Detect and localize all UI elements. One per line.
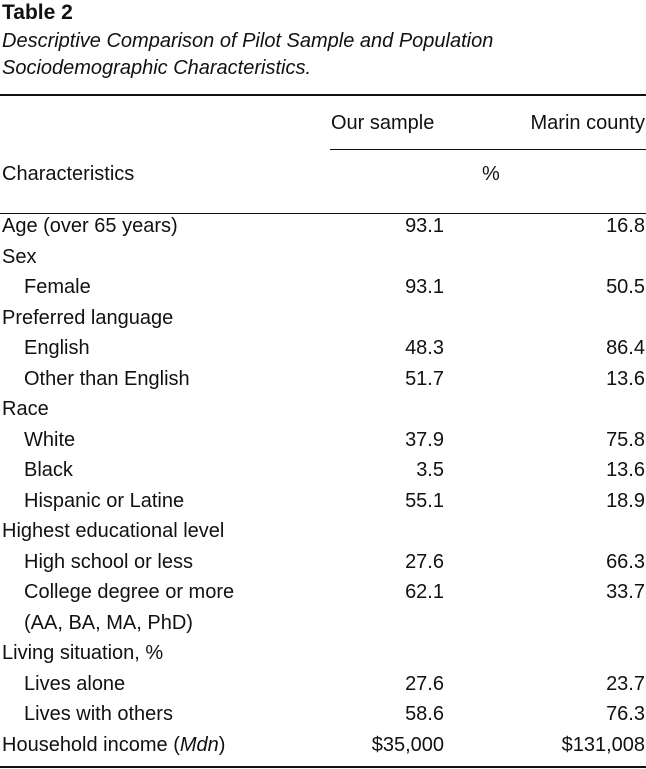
cell-our-sample: 27.6 — [405, 672, 444, 695]
table-title: Descriptive Comparison of Pilot Sample and Population Sociodemographic Characteristics. — [2, 30, 494, 79]
table-row — [0, 303, 646, 334]
header-sub-rule — [330, 149, 646, 150]
cell-marin-county: $131,008 — [561, 733, 645, 756]
row-label: Hispanic or Latine — [24, 489, 185, 512]
row-label: Lives with others — [24, 703, 173, 725]
cell-our-sample: 93.1 — [405, 276, 444, 298]
cell-our-sample: 55.1 — [405, 489, 444, 512]
table-row — [0, 242, 646, 273]
row-label: Sex — [2, 245, 37, 268]
table-row — [0, 272, 646, 303]
table-row — [0, 333, 646, 364]
table-row — [0, 577, 646, 608]
cell-our-sample: 51.7 — [405, 367, 444, 390]
row-label: White — [24, 428, 76, 451]
table-row — [0, 730, 646, 761]
row-label: English — [24, 337, 90, 359]
table-row — [0, 608, 646, 639]
row-label: Living situation, % — [2, 642, 164, 664]
table-row — [0, 394, 646, 425]
table-row — [0, 699, 646, 730]
row-label: Household income (Mdn) — [2, 733, 226, 756]
row-label: Age (over 65 years) — [2, 215, 178, 237]
row-label: Preferred language — [2, 306, 174, 329]
cell-marin-county: 86.4 — [606, 337, 645, 359]
row-label: High school or less — [24, 550, 193, 573]
row-label: Lives alone — [24, 672, 126, 695]
row-label: Race — [2, 398, 49, 420]
cell-marin-county: 50.5 — [606, 276, 645, 298]
row-label: Other than English — [24, 367, 190, 390]
cell-marin-county: 23.7 — [606, 672, 645, 695]
table-row — [0, 211, 646, 242]
column-header-percent: % — [482, 163, 500, 185]
cell-marin-county: 76.3 — [606, 703, 645, 725]
cell-marin-county: 33.7 — [606, 581, 645, 603]
row-label: Highest educational level — [2, 520, 225, 542]
cell-marin-county: 18.9 — [606, 489, 645, 512]
cell-marin-county: 13.6 — [606, 459, 645, 481]
table-row — [0, 669, 646, 700]
row-label: College degree or more — [24, 581, 235, 603]
cell-our-sample: 3.5 — [416, 459, 444, 481]
cell-our-sample: 93.1 — [405, 215, 444, 237]
cell-our-sample: 62.1 — [405, 581, 444, 603]
row-label: Black — [24, 459, 73, 481]
row-label: Female — [24, 276, 91, 298]
table-caption — [2, 0, 642, 82]
row-label: (AA, BA, MA, PhD) — [24, 611, 193, 634]
table-row — [0, 486, 646, 517]
cell-our-sample: $35,000 — [371, 733, 444, 756]
table-row — [0, 516, 646, 547]
table-label: Table 2 — [2, 1, 73, 24]
table-row — [0, 364, 646, 395]
table-row — [0, 425, 646, 456]
column-header-marin-county: Marin county — [530, 112, 645, 134]
cell-our-sample: 48.3 — [405, 337, 444, 359]
table-row — [0, 455, 646, 486]
cell-marin-county: 13.6 — [606, 367, 645, 390]
table-row — [0, 547, 646, 578]
cell-marin-county: 75.8 — [606, 428, 645, 451]
column-header-characteristics: Characteristics — [2, 163, 135, 185]
cell-our-sample: 27.6 — [405, 550, 444, 573]
cell-our-sample: 37.9 — [405, 428, 444, 451]
cell-our-sample: 58.6 — [405, 703, 444, 725]
cell-marin-county: 16.8 — [606, 215, 645, 237]
column-header-our-sample: Our sample — [331, 112, 435, 134]
table-body — [0, 211, 646, 760]
table-row — [0, 638, 646, 669]
top-rule — [0, 94, 646, 96]
bottom-rule — [0, 766, 646, 768]
cell-marin-county: 66.3 — [606, 550, 645, 573]
